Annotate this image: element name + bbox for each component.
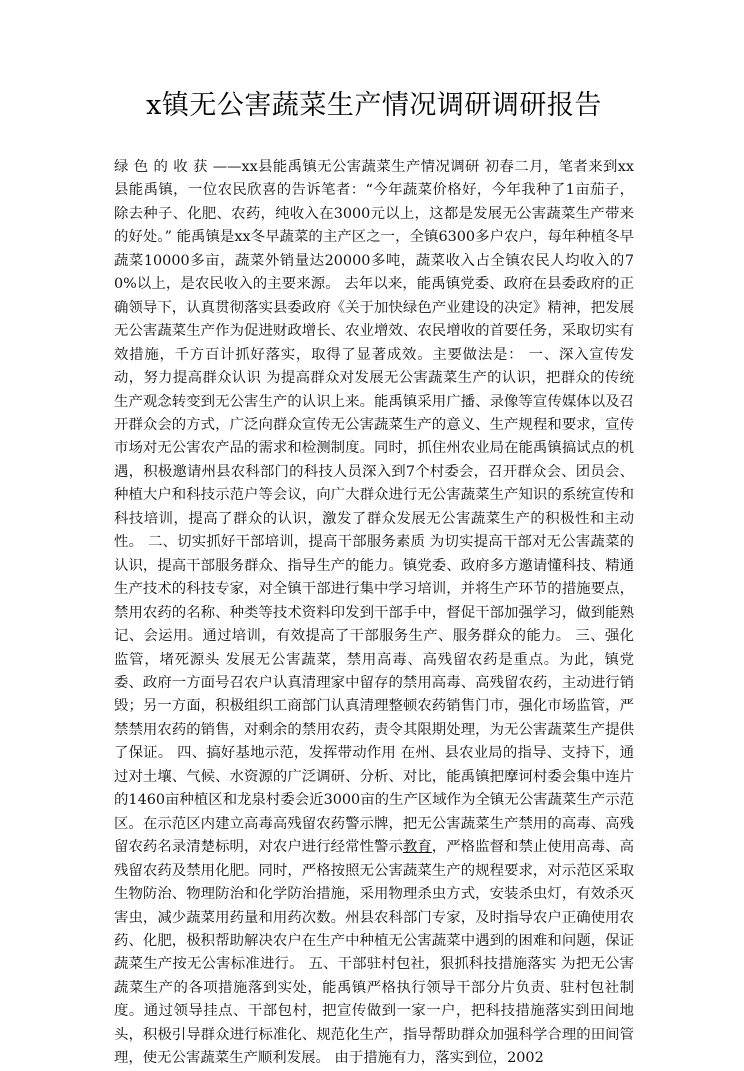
document-body (114, 156, 634, 1071)
document-title: x镇无公害蔬菜生产情况调研调研报告 (146, 90, 602, 121)
body-text-part-1: 绿 色 的 收 获 ——xx县能禹镇无公害蔬菜生产情况调研 初春二月，笔者来到xx县能禹镇，一位农民欣喜的告诉笔者：“今年蔬菜价格好，今年我种了1亩茄子，除去种子、化肥、农药，纯收入在3000元以上，这都是发展无公害蔬菜生产带来的好处。” 能禹镇是xx冬早蔬菜的主产区之一，全镇6300多户农户，每年种植冬早蔬菜10000多亩，蔬菜外销量达20000多吨，蔬菜收入占全镇农民人均收入的70%以上，是农民收入的主要来源。 去年以来，能禹镇党委、政府在县委政府的正确领导下，认真贯彻落实县委政府《关于加快绿色产业建设的决定》精神，把发展无公害蔬菜生产作为促进财政增长、农业增效、农民增收的首要任务，采取切实有效措施，千方百计抓好落实，取得了显著成效。主要做法是： 一、深入宣传发动，努力提高群众认识 为提高群众对发展无公害蔬菜生产的认识，把群众的传统生产观念转变到无公害生产的认识上来。能禹镇采用广播、录像等宣传媒体以及召开群众会的方式，广泛向群众宣传无公害蔬菜生产的意义、生产规程和要求，宣传市场对无公害农产品的需求和检测制度。同时，抓住州农业局在能禹镇搞试点的机遇，积极邀请州县农科部门的科技人员深入到7个村委会，召开群众会、团员会、种植大户和科技示范户等会议，向广大群众进行无公害蔬菜生产知识的系统宣传和科技培训，提高了群众的认识，激发了群众发展无公害蔬菜生产的积极性和主动性。 二、切实抓好干部培训，提高干部服务素质 为切实提高干部对无公害蔬菜的认识，提高干部服务群众、指导生产的能力。镇党委、政府多方邀请懂科技、精通生产技术的科技专家，对全镇干部进行集中学习培训，并将生产环节的措施要点，禁用农药的名称、种类等技术资料印发到干部手中，督促干部加强学习，做到能熟记、会运用。通过培训，有效提高了干部服务生产、服务群众的能力。 三、强化监管，堵死源头 发展无公害蔬菜，禁用高毒、高残留农药是重点。为此，镇党委、政府一方面号召农户认真清理家中留存的禁用高毒、高残留农药，主动进行销毁；另一方面，积极组织工商部门认真清理整顿农药销售门市，强化市场监管，严禁禁用农药的销售，对剩余的禁用农药，责令其限期处理，为无公害蔬菜生产提供了保证。 四、搞好基地示范，发挥带动作用 在州、县农业局的指导、支持下，通过对土壤、气候、水资源的广泛调研、分析、对比，能禹镇把摩诃村委会集中连片的1460亩种植区和龙泉村委会近3000亩的生产区域作为全镇无公害蔬菜生产示范区。在示范区内建立高毒高残留农药警示牌，把无公害蔬菜生产禁用的高毒、高残留农药名录清楚标明，对农户进行经常性警示 (114, 159, 634, 856)
body-text-part-2: ，严格监督和禁止使用高毒、高残留农药及禁用化肥。同时，严格按照无公害蔬菜生产的规程要求，对示范区采取生物防治、物理防治和化学防治措施，采用物理杀虫方式，安装杀虫灯，有效杀灭害虫，减少蔬菜用药量和用药次数。州县农科部门专家，及时指导农户正确使用农药、化肥，极积帮助解决农户在生产中种植无公害蔬菜中遇到的困难和问题，保证蔬菜生产按无公害标准进行。 五、干部驻村包社，狠抓科技措施落实 为把无公害蔬菜生产的各项措施落到实处，能禹镇严格执行领导干部分片负责、驻村包社制度。通过领导挂点、干部包村，把宣传做到一家一户，把科技措施落实到田间地头，积极引导群众进行标准化、规范化生产，指导帮助群众加强科学合理的田间管理，使无公害蔬菜生产顺利发展。 由于措施有力，落实到位，2002 (114, 839, 634, 1067)
education-link[interactable]: 教育 (402, 839, 432, 856)
